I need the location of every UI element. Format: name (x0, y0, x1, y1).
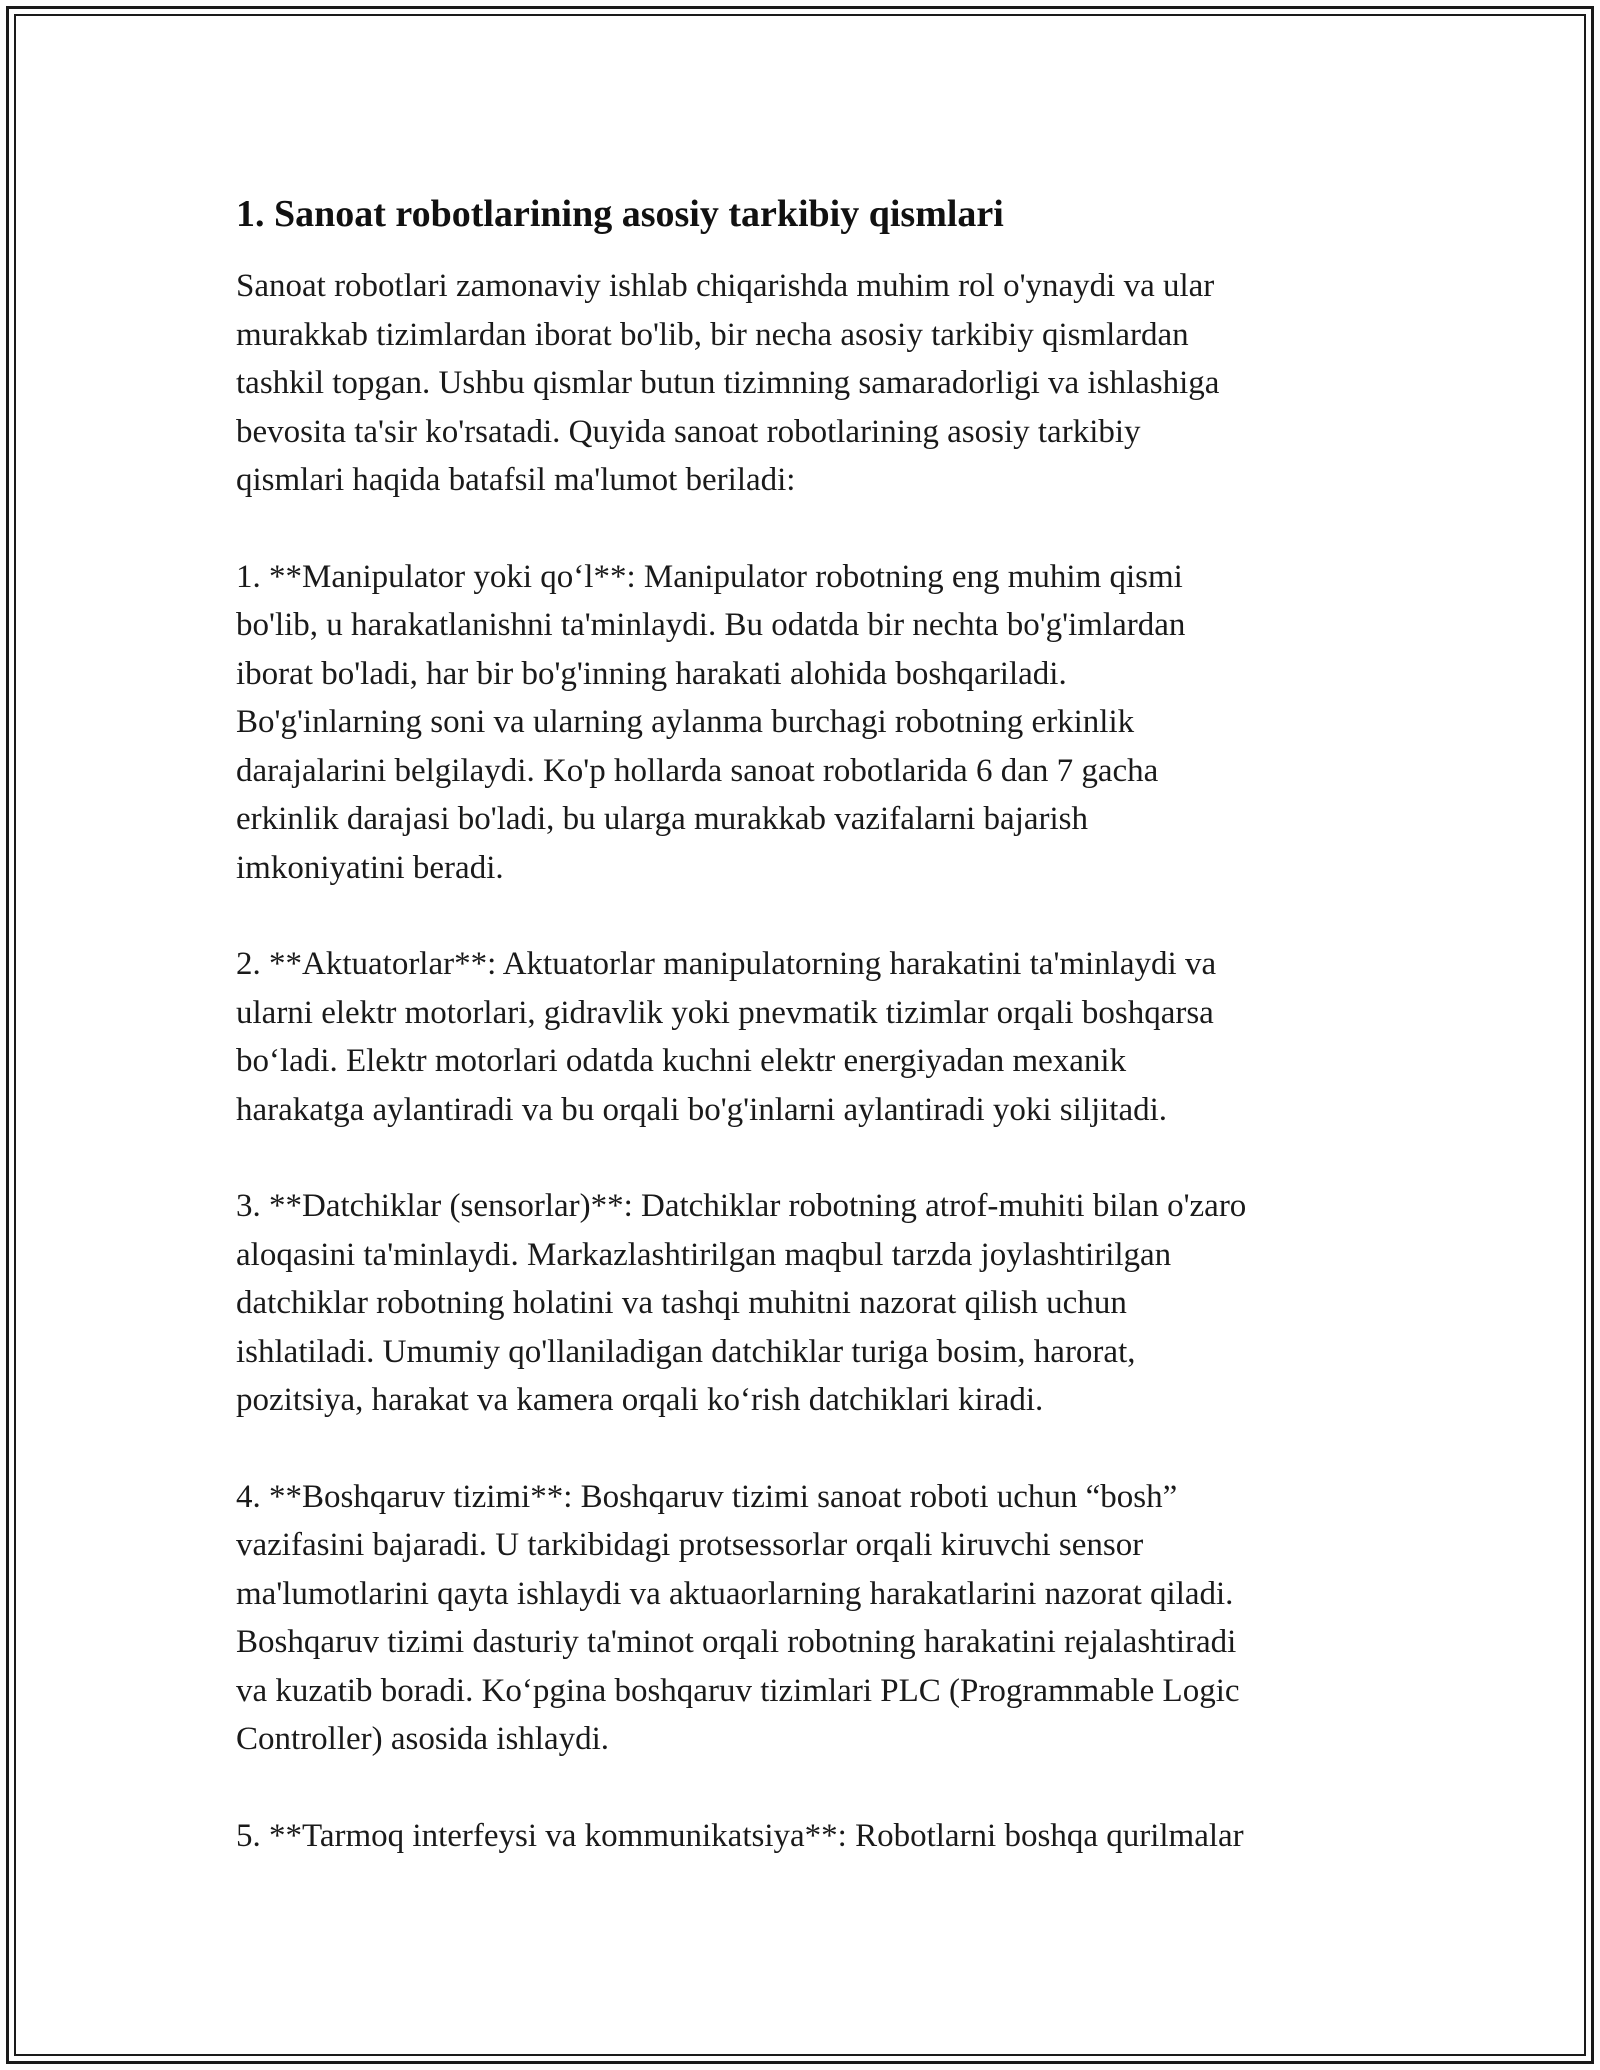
section-heading: 1. Sanoat robotlarining asosiy tarkibiy qismlari (236, 193, 1004, 235)
item-network-interface-paragraph: 5. **Tarmoq interfeysi va kommunikatsiya**: Robotlarni boshqa qurilmalar (236, 1817, 1244, 1854)
intro-paragraph: Sanoat robotlari zamonaviy ishlab chiqarishda muhim rol o'ynaydi va ular murakkab tizimlardan iborat bo'lib, bir necha asosiy tarkibiy qismlardan tashkil topgan. Ushbu qismlar butun tizimning samaradorligi va ishlashiga bevosita ta'sir ko'rsatadi. Quyida sanoat robotlarining asosiy tarkibiy qismlari haqida batafsil ma'lumot beriladi: (236, 268, 1220, 498)
item-control-system-paragraph: 4. **Boshqaruv tizimi**: Boshqaruv tizimi sanoat roboti uchun “bosh” vazifasini bajaradi. U tarkibidagi protsessorlar orqali kiruvchi sensor ma'lumotlarini qayta ishlaydi va aktuaorlarning harakatlarini nazorat qiladi. Boshqaruv tizimi dasturiy ta'minot orqali robotning harakatini rejalashtiradi va kuzatib boradi. Ko‘pgina boshqaruv tizimlari PLC (Programmable Logic Controller) asosida ishlaydi. (236, 1478, 1240, 1757)
item-manipulator-paragraph: 1. **Manipulator yoki qo‘l**: Manipulator robotning eng muhim qismi bo'lib, u harakatlanishni ta'minlaydi. Bu odatda bir nechta bo'g'imlardan iborat bo'ladi, har bir bo'g'inning harakati alohida boshqariladi. Bo'g'inlarning soni va ularning aylanma burchagi robotning erkinlik darajalarini belgilaydi. Ko'p hollarda sanoat robotlarida 6 dan 7 gacha erkinlik darajasi bo'ladi, bu ularga murakkab vazifalarni bajarish imkoniyatini beradi. (236, 558, 1186, 886)
document-body (236, 188, 1376, 1908)
item-actuators-paragraph: 2. **Aktuatorlar**: Aktuatorlar manipulatorning harakatini ta'minlaydi va ularni elektr motorlari, gidravlik yoki pnevmatik tizimlar orqali boshqarsa bo‘ladi. Elektr motorlari odatda kuchni elektr energiyadan mexanik harakatga aylantiradi va bu orqali bo'g'inlarni aylantiradi yoki siljitadi. (236, 946, 1217, 1128)
item-sensors-paragraph: 3. **Datchiklar (sensorlar)**: Datchiklar robotning atrof-muhiti bilan o'zaro aloqasini ta'minlaydi. Markazlashtirilgan maqbul tarzda joylashtirilgan datchiklar robotning holatini va tashqi muhitni nazorat qilish uchun ishlatiladi. Umumiy qo'llaniladigan datchiklar turiga bosim, harorat, pozitsiya, harakat va kamera orqali ko‘rish datchiklari kiradi. (236, 1188, 1247, 1418)
